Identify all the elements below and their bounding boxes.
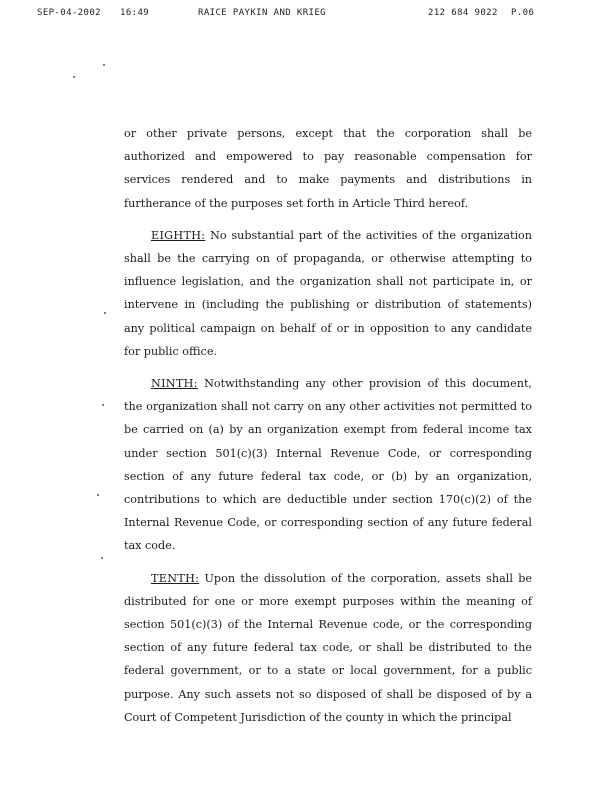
article-ninth: [124, 372, 532, 558]
article-tenth-text: Upon the dissolution of the corporation, assets shall be distributed for one or more exempt purposes within the meaning of section 501(c)(3) of the Internal Revenue code, or the corresponding section of any future federal tax code, or shall be distributed to the federal government, or to a state or local government, for a public purpose. Any such assets not so disposed of shall be disposed of by a Court of Competent Jurisdiction of the county in which the principal: [124, 571, 532, 724]
scan-speck: [73, 76, 75, 78]
fax-page-number: P.06: [511, 8, 535, 18]
article-eighth: [124, 224, 532, 363]
fax-phone: 212 684 9022: [428, 8, 498, 18]
article-tenth-heading: TENTH:: [151, 571, 200, 585]
article-eighth-text: No substantial part of the activities of the organization shall be the carrying on of propaganda, or otherwise attempting to influence legislation, and the organization shall not participate in, or intervene in (including the publishing or distribution of statements) any political campaign on behalf of or in opposition to any candidate for public office.: [124, 228, 532, 358]
fax-sender: RAICE PAYKIN AND KRIEG: [198, 8, 327, 18]
article-eighth-heading: EIGHTH:: [151, 228, 206, 242]
scan-speck: [101, 557, 103, 559]
fax-time: 16:49: [120, 8, 150, 18]
continuation-paragraph: or other private persons, except that the corporation shall be authorized and empowered to pay reasonable compensation for services rendered and to make payments and distributions in furtherance of the purposes set forth in Article Third hereof.: [124, 127, 532, 210]
scan-speck: [103, 64, 105, 66]
scan-speck: [104, 312, 106, 314]
fax-date: SEP-04-2002: [37, 8, 102, 18]
article-ninth-heading: NINTH:: [151, 377, 198, 391]
scan-speck: [97, 494, 99, 496]
document-body: [124, 122, 532, 738]
article-ninth-text: Notwithstanding any other provision of this document, the organization shall not carry on any other activities not permitted to be carried on (a) by an organization exempt from federal income tax under section 501(c)(3) Internal Revenue Code, or corresponding section of any future federal tax code, or (b) by an organization, contributions to which are deductible under section 170(c)(2) of the Internal Revenue Code, or corresponding section of any future federal tax code.: [124, 377, 532, 553]
scan-speck: [102, 404, 104, 406]
article-tenth: [124, 567, 532, 729]
fax-header: [0, 8, 612, 22]
